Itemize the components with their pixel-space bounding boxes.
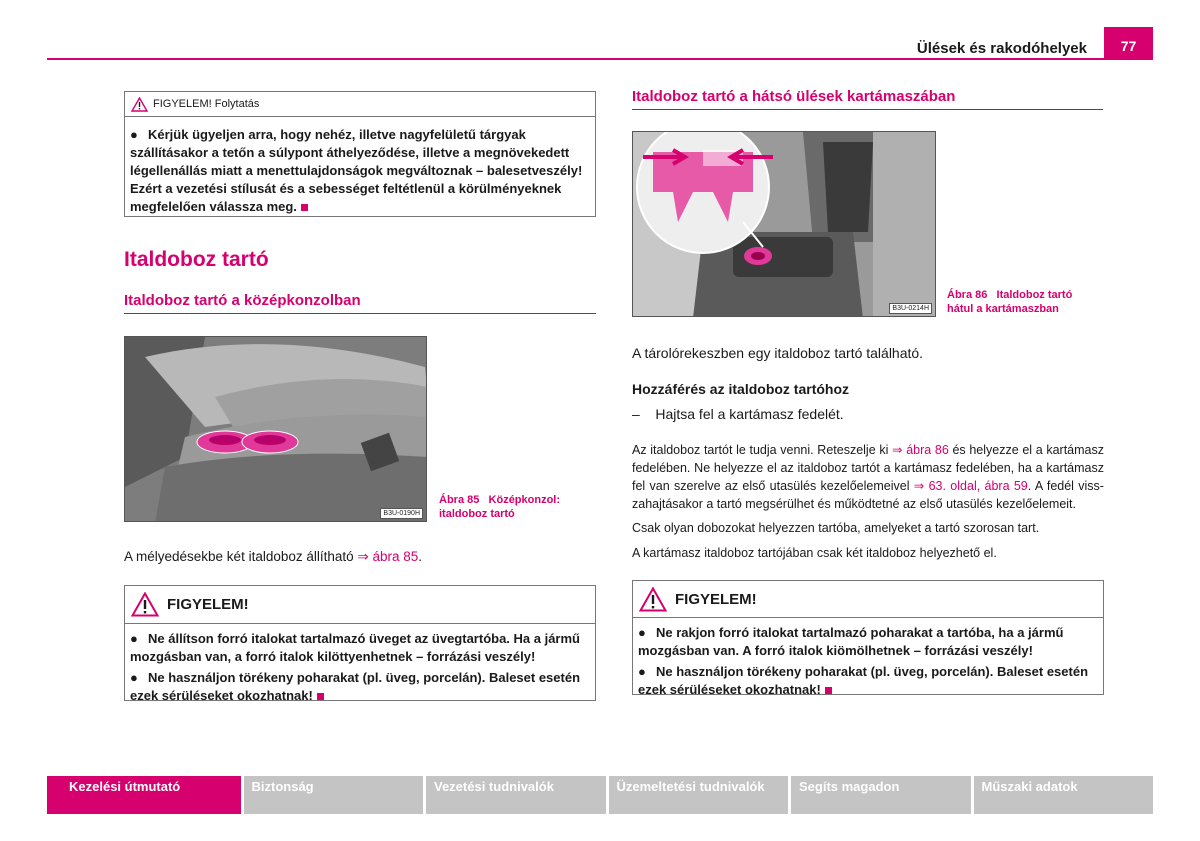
figure-86-caption <box>947 288 1097 316</box>
right-paragraph-1 <box>632 441 1104 513</box>
bullet-icon: ● <box>638 625 646 640</box>
bullet-icon: ● <box>130 670 138 685</box>
link-figure-85[interactable]: ábra 85 <box>372 549 419 564</box>
left-paragraph-text: A mélyedésekbe két italdoboz állítható <box>124 549 354 564</box>
warning-continued-body <box>125 117 595 223</box>
warning-right-bullet1: Ne rakjon forró italokat tartalmazó poharakat a tartóba, ha a jármű mozgásban van. A forró italok kiömölhetnek – forrázási veszély! <box>638 625 1064 658</box>
end-square-icon <box>317 693 324 700</box>
bullet-icon: ● <box>638 664 646 679</box>
page-number: 77 <box>1104 27 1153 60</box>
warning-right-body <box>633 618 1103 706</box>
tab-segits-magadon[interactable]: Segíts magadon <box>791 776 971 814</box>
warning-left-bullet2: Ne használjon törékeny poharakat (pl. üveg, porcelán). Baleset esetén ezek sérüléseket okozhatnak! <box>130 670 581 703</box>
figure-86-caption-line2: hátul a kartámaszban <box>947 303 1059 315</box>
ref-arrow-icon: ⇒ <box>892 443 903 457</box>
running-header-title: Ülések és rakodóhelyek <box>916 40 1087 57</box>
warning-continued-text: Kérjük ügyeljen arra, hogy nehéz, illetve nagyfelületű tárgyak szállításakor a tetőn a súlypont áthelyeződése, illetve a megnövekedett légellenállás miatt a menettulajdonságok megváltoznak – balesetveszély! Ezért a vezetési stílusát és a sebességet feltétlenül a körülményeknek megfelelően válassza meg. <box>130 127 583 214</box>
step-dash: – <box>632 406 640 422</box>
left-subsection-title: Italdoboz tartó a középkonzolban <box>124 292 596 314</box>
figure-86-image <box>632 131 936 317</box>
bullet-icon: ● <box>130 127 138 142</box>
tab-biztonsag[interactable]: Biztonság <box>244 776 424 814</box>
figure-85-caption-line1: Középkonzol: <box>488 494 561 506</box>
figure-85-number: Ábra 85 <box>439 494 480 506</box>
tab-muszaki-adatok[interactable]: Műszaki adatok <box>974 776 1154 814</box>
step-text: Hajtsa fel a kartámasz fedelét. <box>655 406 844 422</box>
warning-continued-title: FIGYELEM! Folytatás <box>153 98 260 110</box>
warning-left-title: FIGYELEM! <box>167 596 249 613</box>
figure-86-caption-line1: Italdoboz tartó <box>996 289 1073 301</box>
ref-arrow-icon: ⇒ <box>357 549 369 564</box>
warning-right-title: FIGYELEM! <box>675 590 757 608</box>
armrest-illustration <box>633 132 936 317</box>
header-rule <box>47 58 1152 60</box>
figure-86-code: B3U-0214H <box>889 303 932 314</box>
p1-text-a: Az italdoboz tartót le tudja venni. Reteszelje ki <box>632 443 889 457</box>
warning-left-header <box>125 586 595 624</box>
warning-box-left <box>124 585 596 701</box>
figure-85-image <box>124 336 427 522</box>
tab-vezetesi-tudnivalok[interactable]: Vezetési tudnivalók <box>426 776 606 814</box>
footer-nav <box>47 776 1153 814</box>
warning-right-bullet2: Ne használjon törékeny poharakat (pl. üveg, porcelán). Baleset esetén ezek sérüléseket okozhatnak! <box>638 664 1089 697</box>
warning-triangle-icon <box>639 587 667 612</box>
left-paragraph <box>124 549 422 565</box>
step-item <box>632 406 844 422</box>
warning-continued-box <box>124 91 596 217</box>
p1-text-c: . A fedél viss-zahajtásakor a tartó megsérülhet és működtetné az első utasülés kezelőelemeit. <box>632 479 1104 511</box>
figure-85-caption-line2: italdoboz tartó <box>439 508 515 520</box>
warning-box-right <box>632 580 1104 695</box>
p1-text-b: és helyezze el a kartámasz fedelében. Ne helyezze el az italdoboz tartót a kartámasz fedelében, ha a kartámasz fel van szerelve az első utasülés kezelőelemeivel <box>632 443 1104 493</box>
tab-kezelesi-utmutato[interactable]: Kezelési útmutató <box>47 776 241 814</box>
access-title: Hozzáférés az italdoboz tartóhoz <box>632 381 850 397</box>
console-illustration <box>125 337 427 522</box>
warning-triangle-icon <box>131 592 159 617</box>
figure-85-code: B3U-0190H <box>380 508 423 519</box>
tab-uzemeltetesi-tudnivalok[interactable]: Üzemeltetési tudnivalók <box>609 776 789 814</box>
end-square-icon <box>825 687 832 694</box>
right-paragraph-3: A kartámasz italdoboz tartójában csak két italdoboz helyezhető el. <box>632 546 997 560</box>
link-figure-86[interactable]: ábra 86 <box>906 443 949 457</box>
ref-arrow-icon: ⇒ <box>913 479 925 493</box>
warning-right-header <box>633 581 1103 618</box>
end-square-icon <box>301 204 308 211</box>
bullet-icon: ● <box>130 631 138 646</box>
warning-triangle-icon <box>131 97 148 112</box>
right-subsection-title: Italdoboz tartó a hátsó ülések kartámaszában <box>632 88 1103 110</box>
left-paragraph-period: . <box>418 549 423 564</box>
link-page-63-figure-59[interactable]: 63. oldal, ábra 59 <box>928 479 1028 493</box>
section-title: Italdoboz tartó <box>124 248 269 271</box>
figure-85-caption <box>439 493 589 521</box>
right-intro: A tárolórekeszben egy italdoboz tartó található. <box>632 345 924 361</box>
figure-86-number: Ábra 86 <box>947 289 988 301</box>
warning-continued-header <box>125 92 595 117</box>
right-paragraph-2: Csak olyan dobozokat helyezzen tartóba, amelyeket a tartó szorosan tart. <box>632 521 1040 535</box>
warning-left-body <box>125 624 595 712</box>
warning-left-bullet1: Ne állítson forró italokat tartalmazó üveget az üvegtartóba. Ha a jármű mozgásban van, a forró italok kilöttyenhetnek – forrázási veszély! <box>130 631 580 664</box>
